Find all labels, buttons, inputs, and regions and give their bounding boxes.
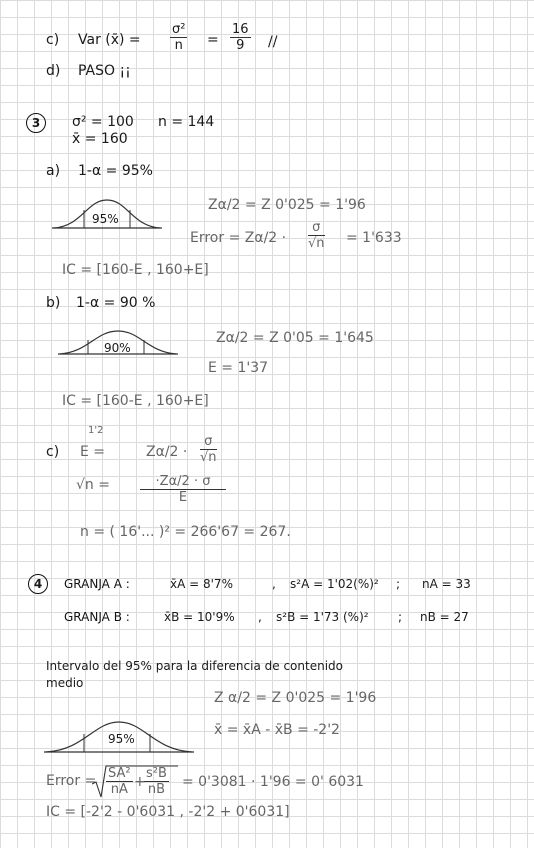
ex4-interval-line2: medio bbox=[46, 676, 84, 690]
ex3-b-z: Zα/2 = Z 0'05 = 1'645 bbox=[216, 330, 374, 346]
ex3-c-n-line: n = ( 16'... )² = 266'67 = 267. bbox=[80, 524, 291, 540]
ex3-a-error-result: = 1'633 bbox=[346, 230, 402, 246]
ex4-a-semi: ; bbox=[396, 577, 401, 591]
ex4-b-semi: ; bbox=[398, 610, 403, 624]
ex3-a-error-fraction: $\frac{\sigma}{√n}$ bbox=[308, 220, 325, 251]
ex3-a-ic: IC = [160-E , 160+E] bbox=[62, 262, 209, 278]
ex4-interval-line1: Intervalo del 95% para la diferencia de contenido bbox=[46, 659, 343, 673]
ex4-granja-b: GRANJA B : bbox=[64, 610, 130, 624]
ex4-a-s2: s²A = 1'02(%)² bbox=[290, 577, 379, 591]
ex3-a-conf: 1-α = 95% bbox=[78, 163, 153, 179]
part-d-label: d) bbox=[46, 63, 61, 79]
curve-b-label: 90% bbox=[104, 341, 131, 355]
ex3-xbar: x̄ = 160 bbox=[72, 131, 128, 147]
part-d-text: PASO ¡¡ bbox=[78, 63, 131, 79]
ex4-error-plus: + bbox=[134, 774, 146, 790]
ex4-b-xbar: x̄B = 10'9% bbox=[164, 610, 235, 624]
ex3-b-label: b) bbox=[46, 295, 61, 311]
ex4-xdiff: x̄ = x̄A - x̄B = -2'2 bbox=[214, 722, 340, 738]
ex3-sigma2: σ² = 100 bbox=[72, 114, 134, 130]
ex4-ic: IC = [-2'2 - 0'6031 , -2'2 + 0'6031] bbox=[46, 804, 290, 820]
ex3-b-e: E = 1'37 bbox=[208, 360, 269, 376]
part-c-label: c) bbox=[46, 32, 60, 48]
ex4-granja-a: GRANJA A : bbox=[64, 577, 130, 591]
ex3-a-z: Zα/2 = Z 0'025 = 1'96 bbox=[208, 197, 366, 213]
ex3-n: n = 144 bbox=[158, 114, 215, 130]
ex3-c-e-fraction: $\frac{\sigma}{√n}$ bbox=[200, 434, 217, 465]
ex3-c-sqrt-fraction: $\frac{\cdot Z\alpha/2 \cdot \sigma}{E}$ bbox=[140, 474, 226, 505]
ex4-b-n: nB = 27 bbox=[420, 610, 469, 624]
ex4-z: Z α/2 = Z 0'025 = 1'96 bbox=[214, 690, 377, 706]
var-fraction-2: $\frac{16}{9}$ bbox=[232, 22, 249, 53]
ex3-c-note: 1'2 bbox=[88, 425, 104, 436]
exercise-4-number: 4 bbox=[28, 574, 48, 594]
ex3-c-label: c) bbox=[46, 444, 60, 460]
ex3-a-label: a) bbox=[46, 163, 61, 179]
var-end-mark: // bbox=[268, 34, 278, 50]
ex4-error-result: = 0'3081 · 1'96 = 0' 6031 bbox=[182, 774, 364, 790]
var-lhs: Var (x̄) = bbox=[78, 32, 141, 48]
ex3-b-conf: 1-α = 90 % bbox=[76, 295, 156, 311]
curve-ex4-label: 95% bbox=[108, 732, 135, 746]
ex4-a-n: nA = 33 bbox=[422, 577, 471, 591]
ex4-error-term2: $\frac{\text{s²B}}{nB}$ bbox=[146, 766, 167, 797]
ex4-b-sep: , bbox=[258, 610, 262, 624]
var-equals: = bbox=[207, 32, 219, 48]
ex3-c-e-rhs: Zα/2 · bbox=[146, 444, 188, 460]
var-fraction-1: $\frac{\text{σ²}}{n}$ bbox=[172, 22, 186, 53]
ex4-a-sep: , bbox=[272, 577, 276, 591]
ex3-c-e-lhs: E = bbox=[80, 444, 106, 460]
ex4-a-xbar: x̄A = 8'7% bbox=[170, 577, 233, 591]
ex3-c-sqrt-lhs: √n = bbox=[76, 477, 110, 493]
ex4-error-lhs: Error = bbox=[46, 773, 97, 789]
ex3-b-ic: IC = [160-E , 160+E] bbox=[62, 393, 209, 409]
ex4-b-s2: s²B = 1'73 (%)² bbox=[276, 610, 369, 624]
curve-a-label: 95% bbox=[92, 212, 119, 226]
ex3-a-error-lhs: Error = Zα/2 · bbox=[190, 230, 287, 246]
ex4-error-term1: $\frac{\text{SA²}}{nA}$ bbox=[108, 766, 131, 797]
exercise-3-number: 3 bbox=[26, 113, 46, 133]
